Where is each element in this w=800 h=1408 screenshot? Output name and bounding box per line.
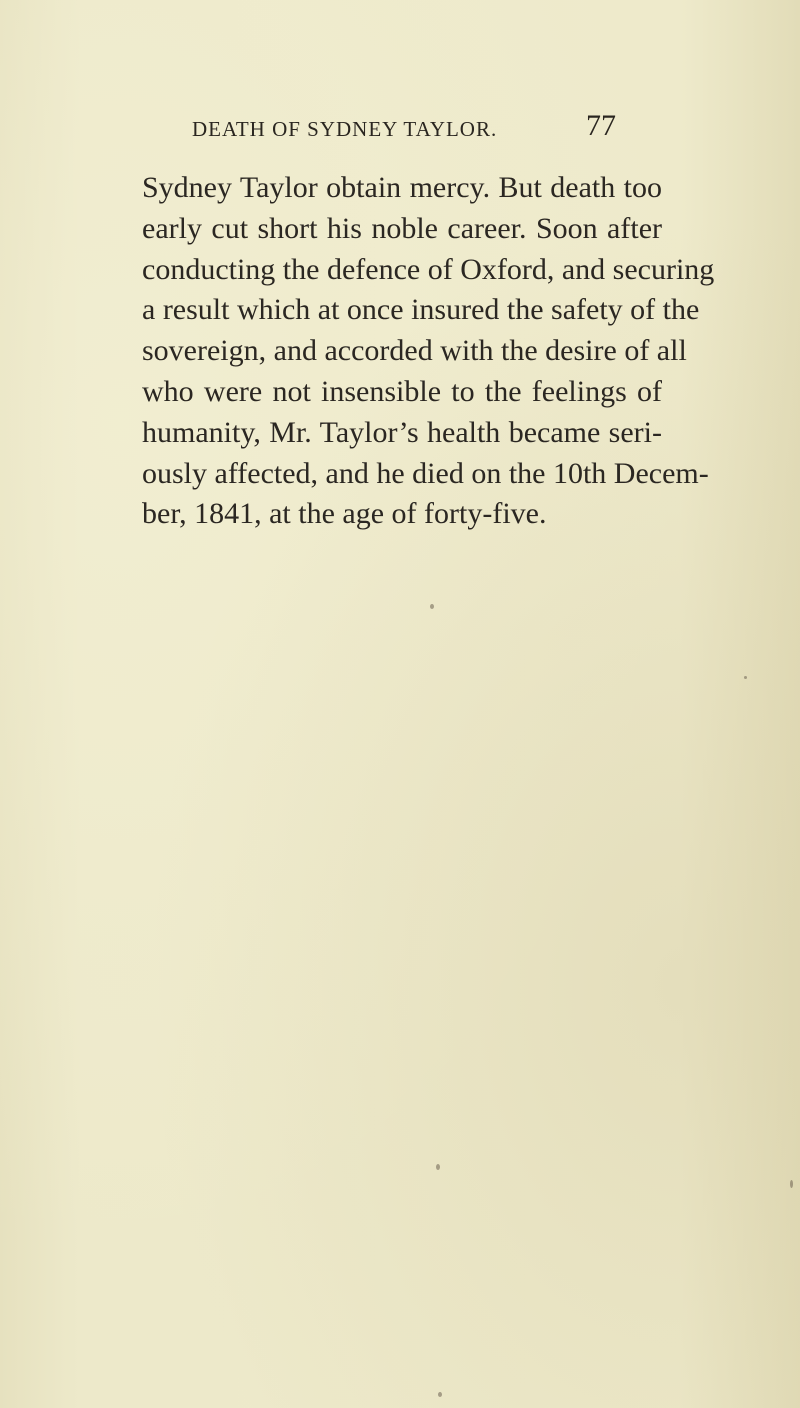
text-line: who were not insensible to the feelings of [142,374,662,408]
text-line: conducting the defence of Oxford, and securing [142,252,715,286]
running-head [0,109,800,154]
text-line: ously affected, and he died on the 10th Decem- [142,456,709,490]
text-line: ber, 1841, at the age of forty-five. [142,497,547,531]
paper-speck [438,1392,442,1397]
running-title: DEATH OF SYDNEY TAYLOR. [192,117,498,141]
body-paragraph [142,168,715,535]
paper-speck [790,1180,793,1188]
paper-speck [436,1164,440,1170]
paper-speck [744,676,747,679]
text-line: Sydney Taylor obtain mercy. But death too [142,171,662,204]
text-line: sovereign, and accorded with the desire of all [142,334,687,368]
text-line: early cut short his noble career. Soon after [142,211,662,245]
paper-speck [430,604,434,609]
text-line: humanity, Mr. Taylor’s health became seri- [142,415,662,449]
text-line: a result which at once insured the safety of the [142,293,700,327]
page-number: 77 [586,109,616,142]
